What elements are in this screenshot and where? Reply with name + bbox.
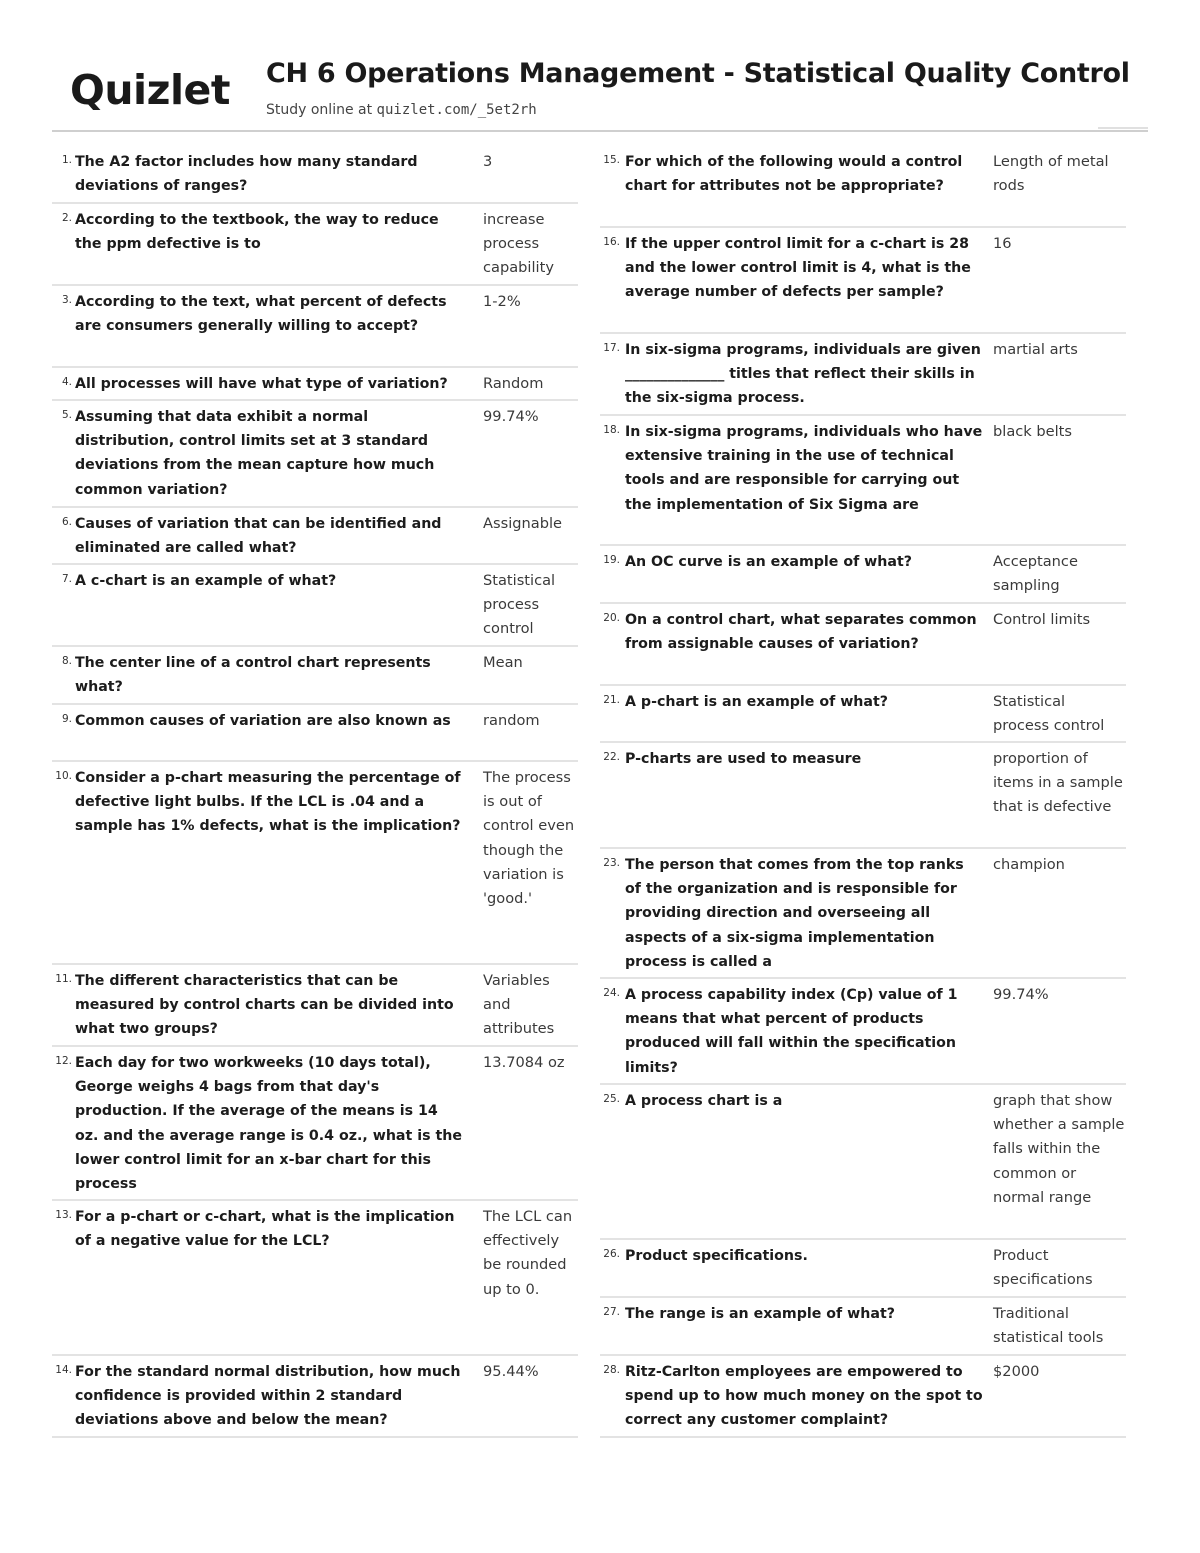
card-term: In six-sigma programs, individuals are given ______________ titles that reflect their skills in the six-sigma process. bbox=[625, 342, 981, 407]
study-online-label: Study online at bbox=[266, 102, 373, 118]
card-number: 18. bbox=[603, 424, 620, 436]
card-number: 16. bbox=[603, 236, 620, 248]
card-definition: Statistical process control bbox=[993, 693, 1105, 735]
card-number: 19. bbox=[603, 554, 620, 566]
left-card-column bbox=[52, 146, 578, 1438]
flashcard-row bbox=[600, 686, 1126, 743]
flashcard-row bbox=[52, 762, 578, 965]
card-definition: random bbox=[483, 712, 540, 729]
card-definition: martial arts bbox=[993, 341, 1078, 358]
flashcard-row bbox=[600, 743, 1126, 849]
card-number: 3. bbox=[61, 294, 72, 306]
flashcard-row bbox=[52, 565, 578, 647]
card-number: 4. bbox=[61, 376, 72, 388]
quizlet-logo: Quizlet bbox=[70, 66, 230, 114]
study-online-line bbox=[266, 102, 537, 118]
flashcard-row bbox=[600, 979, 1126, 1085]
flashcard-row bbox=[600, 1085, 1126, 1240]
card-term: Each day for two workweeks (10 days total), George weighs 4 bags from that day's production. If the average of the means is 14 oz. and the average range is 0.4 oz., what is the lower control limit for an x-bar chart for this process bbox=[75, 1055, 462, 1193]
flashcard-row bbox=[52, 965, 578, 1047]
card-term: The A2 factor includes how many standard deviations of ranges? bbox=[75, 154, 418, 195]
flashcard-row bbox=[600, 1356, 1126, 1438]
card-definition: graph that show whether a sample falls within the common or normal range bbox=[993, 1092, 1125, 1206]
card-definition: proportion of items in a sample that is defective bbox=[993, 750, 1123, 816]
flashcard-row bbox=[52, 1201, 578, 1356]
card-definition: Random bbox=[483, 375, 544, 392]
card-term: For which of the following would a control chart for attributes not be appropriate? bbox=[625, 154, 963, 195]
card-definition: 13.7084 oz bbox=[483, 1054, 565, 1071]
card-term: All processes will have what type of variation? bbox=[75, 376, 448, 392]
card-term: A p-chart is an example of what? bbox=[625, 694, 888, 710]
card-definition: $2000 bbox=[993, 1363, 1040, 1380]
flashcard-row bbox=[600, 1240, 1126, 1298]
card-term: Assuming that data exhibit a normal distribution, control limits set at 3 standard deviations from the mean capture how much common variation? bbox=[75, 409, 435, 498]
card-definition: Mean bbox=[483, 654, 523, 671]
card-definition: Length of metal rods bbox=[993, 153, 1109, 195]
flashcard-row bbox=[600, 1298, 1126, 1356]
card-definition: Assignable bbox=[483, 515, 562, 532]
card-number: 8. bbox=[61, 655, 72, 667]
card-number: 10. bbox=[55, 770, 72, 782]
card-term: On a control chart, what separates common from assignable causes of variation? bbox=[625, 612, 977, 653]
card-number: 15. bbox=[603, 154, 620, 166]
flashcard-row bbox=[52, 204, 578, 286]
flashcard-row bbox=[52, 1047, 578, 1201]
card-number: 2. bbox=[61, 212, 72, 224]
flashcard-row bbox=[52, 286, 578, 368]
card-term: According to the text, what percent of defects are consumers generally willing to accept? bbox=[75, 294, 447, 335]
flashcard-row bbox=[600, 416, 1126, 546]
card-term: Product specifications. bbox=[625, 1248, 808, 1264]
card-definition: 16 bbox=[993, 235, 1012, 252]
flashcard-row bbox=[52, 705, 578, 762]
study-online-url[interactable]: quizlet.com/_5et2rh bbox=[376, 102, 537, 118]
card-definition: Statistical process control bbox=[483, 572, 556, 638]
card-definition: 1-2% bbox=[483, 293, 521, 310]
card-definition: champion bbox=[993, 856, 1065, 873]
flashcard-row bbox=[600, 604, 1126, 686]
flashcard-row bbox=[52, 368, 578, 401]
card-definition: The LCL can effectively be rounded up to 0. bbox=[483, 1208, 573, 1298]
flashcard-row bbox=[600, 146, 1126, 228]
card-term: Ritz-Carlton employees are empowered to spend up to how much money on the spot to correct any customer complaint? bbox=[625, 1364, 983, 1429]
card-term: For the standard normal distribution, how much confidence is provided within 2 standard deviations above and below the mean? bbox=[75, 1364, 461, 1429]
card-number: 22. bbox=[603, 751, 620, 763]
card-number: 9. bbox=[61, 713, 72, 725]
card-term: The different characteristics that can be measured by control charts can be divided into what two groups? bbox=[75, 973, 454, 1038]
card-definition: increase process capability bbox=[483, 211, 554, 277]
card-term: The range is an example of what? bbox=[625, 1306, 895, 1322]
right-card-column bbox=[600, 146, 1126, 1438]
card-term: A process capability index (Cp) value of 1 means that what percent of products produced will fall within the specification limits? bbox=[625, 987, 958, 1076]
card-term: P-charts are used to measure bbox=[625, 751, 862, 767]
header-divider-accent bbox=[1098, 127, 1148, 129]
card-definition: 99.74% bbox=[993, 986, 1049, 1003]
flashcard-row bbox=[600, 228, 1126, 334]
card-number: 27. bbox=[603, 1306, 620, 1318]
flashcard-row bbox=[52, 401, 578, 508]
card-term: A process chart is a bbox=[625, 1093, 783, 1109]
card-number: 5. bbox=[61, 409, 72, 421]
card-definition: Traditional statistical tools bbox=[993, 1305, 1104, 1347]
card-definition: Acceptance sampling bbox=[993, 553, 1078, 595]
card-definition: black belts bbox=[993, 423, 1072, 440]
flashcard-row bbox=[600, 849, 1126, 979]
card-number: 26. bbox=[603, 1248, 620, 1260]
header-divider bbox=[52, 130, 1148, 132]
card-number: 20. bbox=[603, 612, 620, 624]
card-number: 25. bbox=[603, 1093, 620, 1105]
card-term: The person that comes from the top ranks of the organization and is responsible for providing direction and overseeing all aspects of a six-sigma implementation process is called a bbox=[625, 857, 964, 970]
card-term: Consider a p-chart measuring the percentage of defective light bulbs. If the LCL is .04 and a sample has 1% defects, what is the implication? bbox=[75, 770, 461, 835]
card-definition: 95.44% bbox=[483, 1363, 539, 1380]
card-term: Causes of variation that can be identified and eliminated are called what? bbox=[75, 516, 442, 557]
card-term: An OC curve is an example of what? bbox=[625, 554, 912, 570]
card-number: 1. bbox=[61, 154, 72, 166]
card-term: If the upper control limit for a c-chart is 28 and the lower control limit is 4, what is the average number of defects per sample? bbox=[625, 236, 971, 301]
card-term: A c-chart is an example of what? bbox=[75, 573, 337, 589]
card-number: 24. bbox=[603, 987, 620, 999]
card-number: 11. bbox=[55, 973, 72, 985]
card-term: In six-sigma programs, individuals who have extensive training in the use of technical tools and are responsible for carrying out the implementation of Six Sigma are bbox=[625, 424, 983, 513]
flashcard-row bbox=[52, 146, 578, 204]
card-definition: Control limits bbox=[993, 611, 1091, 628]
card-term: The center line of a control chart represents what? bbox=[75, 655, 431, 696]
flashcard-row bbox=[52, 1356, 578, 1438]
card-number: 23. bbox=[603, 857, 620, 869]
flashcard-row bbox=[52, 647, 578, 705]
card-definition: The process is out of control even though the variation is 'good.' bbox=[483, 769, 575, 908]
card-number: 28. bbox=[603, 1364, 620, 1376]
card-number: 12. bbox=[55, 1055, 72, 1067]
card-number: 14. bbox=[55, 1364, 72, 1376]
card-definition: Variables and attributes bbox=[483, 972, 555, 1038]
card-definition: Product specifications bbox=[993, 1247, 1093, 1289]
flashcard-row bbox=[600, 334, 1126, 416]
card-definition: 99.74% bbox=[483, 408, 539, 425]
flashcard-row bbox=[52, 508, 578, 565]
page-title: CH 6 Operations Management - Statistical Quality Control bbox=[266, 58, 1130, 89]
card-number: 21. bbox=[603, 694, 620, 706]
flashcard-row bbox=[600, 546, 1126, 604]
card-number: 7. bbox=[61, 573, 72, 585]
card-number: 13. bbox=[55, 1209, 72, 1221]
page-header bbox=[70, 56, 1150, 126]
card-term: Common causes of variation are also known as bbox=[75, 713, 451, 729]
card-term: For a p-chart or c-chart, what is the implication of a negative value for the LCL? bbox=[75, 1209, 455, 1250]
card-number: 17. bbox=[603, 342, 620, 354]
card-number: 6. bbox=[61, 516, 72, 528]
card-definition: 3 bbox=[483, 153, 493, 170]
card-term: According to the textbook, the way to reduce the ppm defective is to bbox=[75, 212, 439, 253]
